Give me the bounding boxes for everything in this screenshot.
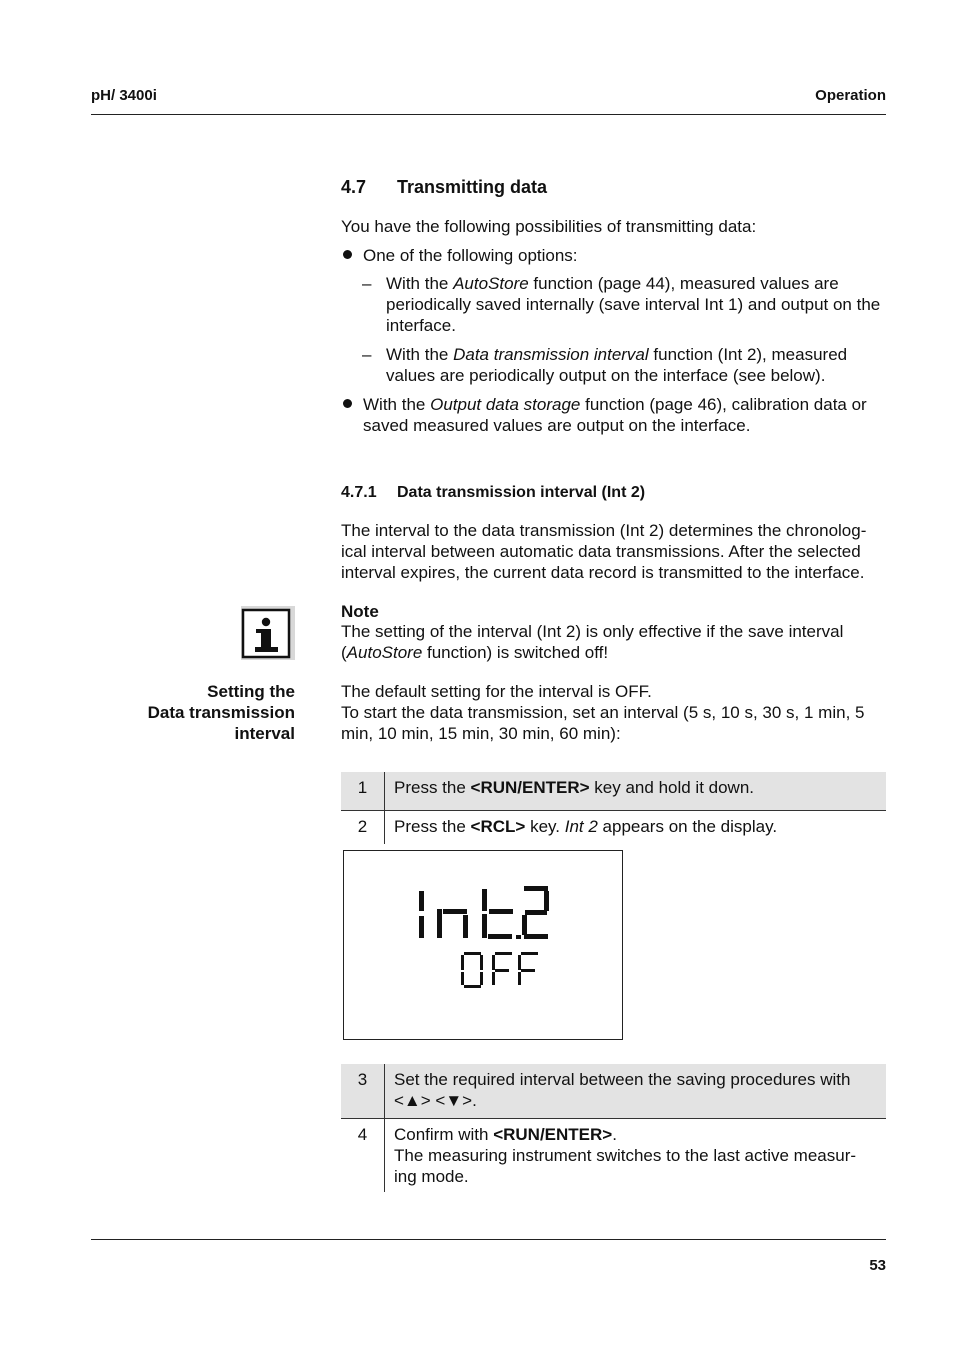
dash-icon: – xyxy=(362,345,372,364)
step-row xyxy=(341,772,886,811)
page-number: 53 xyxy=(869,1257,886,1274)
step-number: 2 xyxy=(341,811,385,845)
note-text: The setting of the interval (Int 2) is only effective if the save interval (AutoStore function) is switched off! xyxy=(341,622,844,662)
paragraph: The default setting for the interval is OFF. To start the data transmission, set an interval (5 s, 10 s, 30 s, 1 min, 5 min, 10 min, 15 min, 30 min, 60 min): xyxy=(341,682,865,743)
dash-icon: – xyxy=(362,274,372,293)
subsection-title: Data transmission interval (Int 2) xyxy=(397,484,646,501)
step-text: Set the required interval between the saving procedures with <▲> <▼>. xyxy=(385,1064,887,1119)
section-title: Transmitting data xyxy=(397,177,548,197)
dash-item: With the Data transmission interval function (Int 2), measured values are periodically output on the interface (see below). xyxy=(386,345,848,385)
bullet-icon xyxy=(343,250,352,259)
step-text: Press the <RCL> key. Int 2 appears on the display. xyxy=(394,817,778,836)
running-header-left: pH/ 3400i xyxy=(91,87,157,104)
step-number: 1 xyxy=(341,772,385,811)
subsection-number: 4.7.1 xyxy=(341,484,377,501)
step-row xyxy=(341,1064,886,1119)
step-number: 3 xyxy=(341,1064,385,1119)
section-number: 4.7 xyxy=(341,177,367,197)
step-row xyxy=(341,1119,886,1193)
bullet-text: One of the following options: xyxy=(363,246,578,265)
bullet-text: With the Output data storage function (page 46), calibration data or saved measured values are output on the interface. xyxy=(363,395,867,435)
lcd-display xyxy=(343,850,623,1040)
lcd-readout xyxy=(344,851,622,1039)
lcd-line1 xyxy=(344,851,346,852)
paragraph: The interval to the data transmission (Int 2) determines the chronolog- ical interval between automatic data transmissions. After the selected interval expires, the current data record is transmitted to the interface. xyxy=(341,521,867,582)
step-text: Press the <RUN/ENTER> key and hold it down. xyxy=(385,772,887,811)
intro-text: You have the following possibilities of transmitting data: xyxy=(341,217,757,236)
bullet-icon xyxy=(343,399,352,408)
steps-table xyxy=(341,772,886,844)
steps-table xyxy=(341,1064,886,1192)
note-title: Note xyxy=(341,602,379,621)
info-icon xyxy=(241,606,295,660)
side-heading: Setting the Data transmission interval xyxy=(147,682,295,743)
footer-rule xyxy=(91,1239,886,1240)
step-row xyxy=(341,811,886,845)
header-rule xyxy=(91,114,886,115)
running-header-right: Operation xyxy=(815,87,886,104)
dash-item: With the AutoStore function (page 44), measured values are periodically saved internally (save interval Int 1) and output on the interface. xyxy=(386,274,881,335)
step-number: 4 xyxy=(341,1119,385,1193)
lcd-line2 xyxy=(344,853,346,854)
step-text: Confirm with <RUN/ENTER>. The measuring instrument switches to the last active measur- ing mode. xyxy=(394,1125,857,1186)
